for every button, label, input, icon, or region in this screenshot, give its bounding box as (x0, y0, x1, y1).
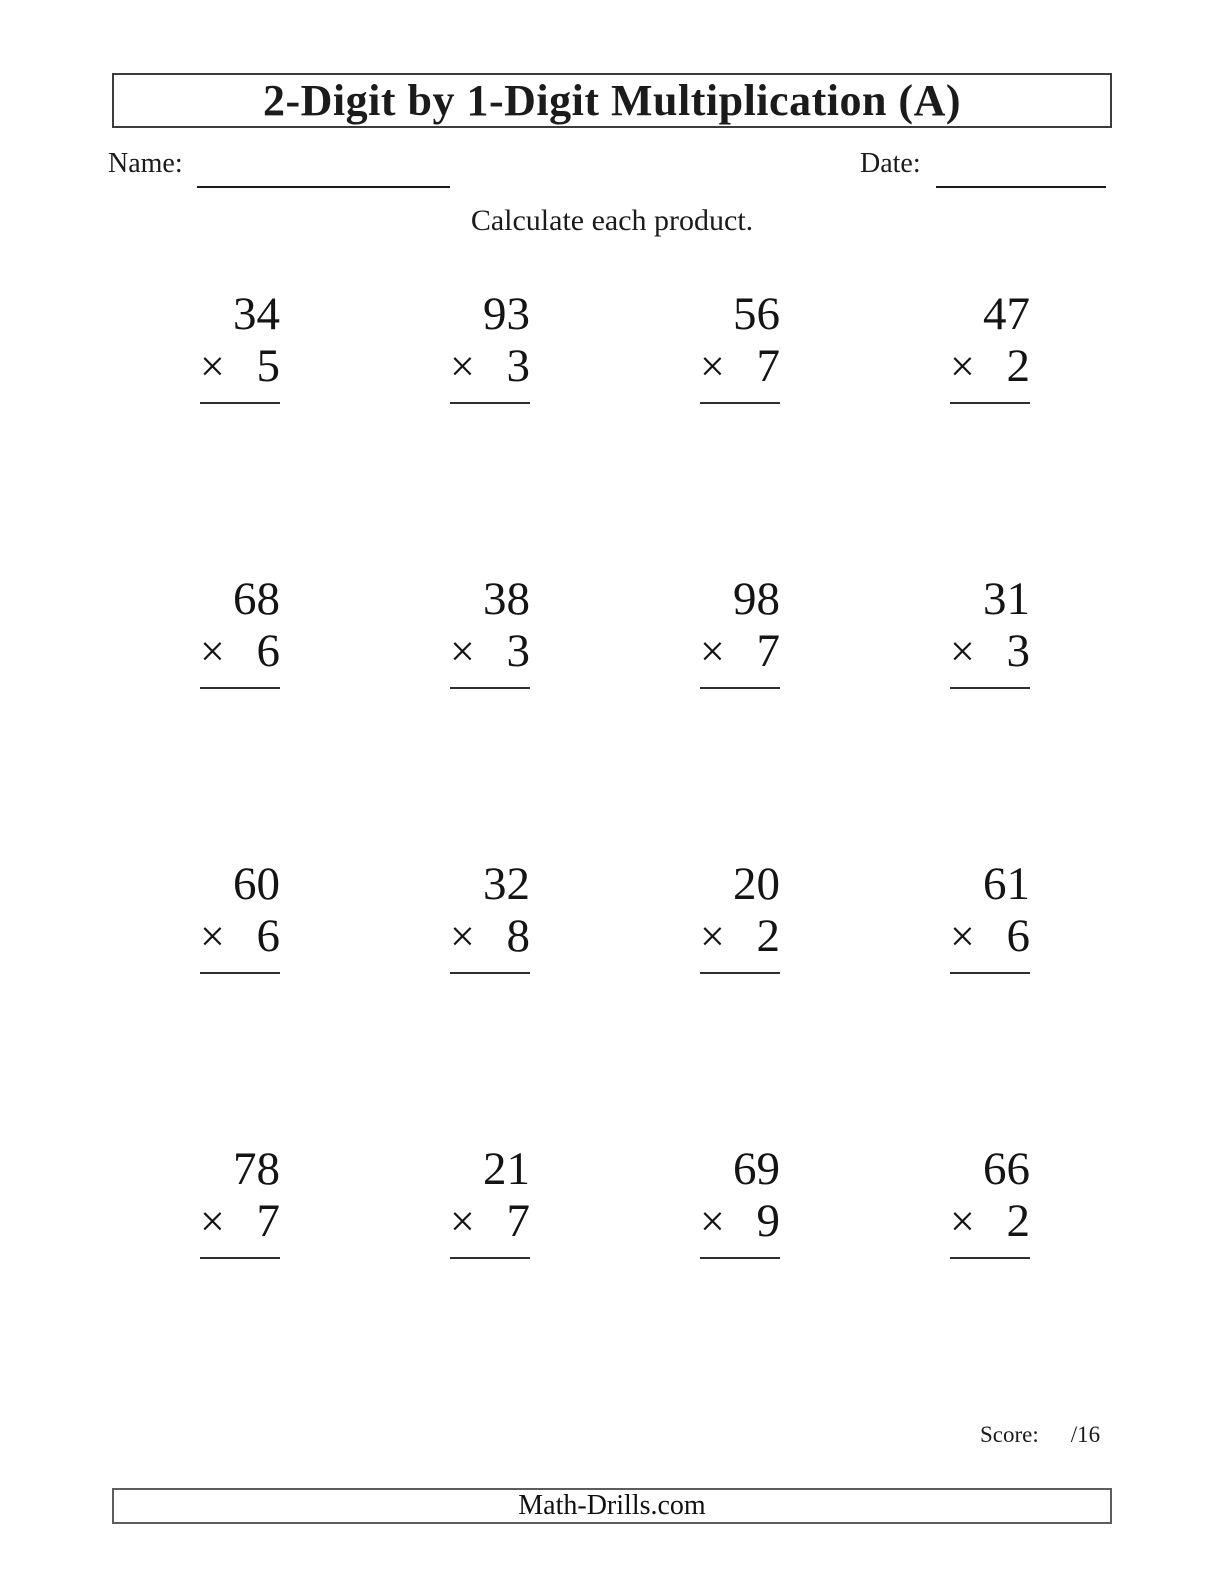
problems-grid (110, 288, 1110, 1428)
multiplication-problem (200, 858, 280, 1143)
multiplier: 2 (756, 910, 780, 962)
times-icon: × (950, 912, 975, 961)
multiplier: 2 (1006, 1195, 1030, 1247)
multiplication-problem (700, 288, 780, 573)
multiplicand: 38 (483, 573, 530, 625)
multiplier-row (450, 625, 530, 689)
multiplier: 7 (506, 1195, 530, 1247)
multiplicand: 61 (983, 858, 1030, 910)
multiplication-problem (200, 573, 280, 858)
multiplicand: 32 (483, 858, 530, 910)
multiplicand: 68 (233, 573, 280, 625)
multiplier: 6 (256, 910, 280, 962)
multiplier-row (700, 910, 780, 974)
multiplier-row (700, 340, 780, 404)
date-fill-line (936, 186, 1106, 188)
times-icon: × (450, 1197, 475, 1246)
multiplier-row (200, 340, 280, 404)
multiplier: 9 (756, 1195, 780, 1247)
multiplication-problem (450, 573, 530, 858)
multiplicand: 31 (983, 573, 1030, 625)
multiplicand: 34 (233, 288, 280, 340)
times-icon: × (950, 342, 975, 391)
multiplier: 5 (256, 340, 280, 392)
times-icon: × (200, 342, 225, 391)
footer-box (112, 1488, 1112, 1524)
times-icon: × (950, 627, 975, 676)
multiplication-problem (450, 288, 530, 573)
multiplier-row (950, 340, 1030, 404)
multiplicand: 20 (733, 858, 780, 910)
footer-brand: Math-Drills.com (518, 1490, 706, 1521)
multiplication-problem (950, 288, 1030, 573)
multiplication-problem (700, 573, 780, 858)
multiplicand: 21 (483, 1143, 530, 1195)
multiplicand: 93 (483, 288, 530, 340)
multiplier: 3 (506, 625, 530, 677)
multiplier-row (950, 625, 1030, 689)
score-value: /16 (1070, 1422, 1101, 1447)
multiplicand: 69 (733, 1143, 780, 1195)
multiplicand: 47 (983, 288, 1030, 340)
multiplicand: 60 (233, 858, 280, 910)
instruction-text: Calculate each product. (470, 204, 754, 237)
times-icon: × (700, 627, 725, 676)
multiplier: 8 (506, 910, 530, 962)
page-title: 2-Digit by 1-Digit Multiplication (A) (262, 76, 961, 125)
multiplier-row (700, 1195, 780, 1259)
times-icon: × (450, 342, 475, 391)
multiplier-row (700, 625, 780, 689)
multiplication-problem (700, 858, 780, 1143)
score-row (980, 1422, 1100, 1448)
multiplication-problem (200, 288, 280, 573)
multiplier: 7 (256, 1195, 280, 1247)
times-icon: × (700, 912, 725, 961)
title-box (112, 73, 1112, 128)
times-icon: × (200, 627, 225, 676)
multiplication-problem (950, 1143, 1030, 1428)
times-icon: × (450, 912, 475, 961)
multiplicand: 56 (733, 288, 780, 340)
multiplier-row (450, 1195, 530, 1259)
date-label: Date: (860, 148, 921, 179)
multiplier-row (950, 1195, 1030, 1259)
times-icon: × (200, 912, 225, 961)
multiplier: 7 (756, 625, 780, 677)
multiplier-row (200, 1195, 280, 1259)
multiplication-problem (950, 858, 1030, 1143)
multiplier: 2 (1006, 340, 1030, 392)
multiplier: 7 (756, 340, 780, 392)
multiplicand: 66 (983, 1143, 1030, 1195)
multiplier: 6 (1006, 910, 1030, 962)
times-icon: × (450, 627, 475, 676)
multiplication-problem (200, 1143, 280, 1428)
name-label: Name: (108, 148, 183, 179)
multiplicand: 98 (733, 573, 780, 625)
multiplication-problem (950, 573, 1030, 858)
multiplier: 3 (1006, 625, 1030, 677)
multiplier-row (200, 910, 280, 974)
times-icon: × (700, 342, 725, 391)
times-icon: × (950, 1197, 975, 1246)
score-label: Score: (980, 1422, 1039, 1447)
multiplicand: 78 (233, 1143, 280, 1195)
multiplier-row (200, 625, 280, 689)
times-icon: × (200, 1197, 225, 1246)
multiplier: 3 (506, 340, 530, 392)
multiplication-problem (700, 1143, 780, 1428)
times-icon: × (700, 1197, 725, 1246)
multiplier-row (950, 910, 1030, 974)
multiplication-problem (450, 858, 530, 1143)
multiplier-row (450, 910, 530, 974)
multiplier-row (450, 340, 530, 404)
multiplier: 6 (256, 625, 280, 677)
name-fill-line (197, 186, 450, 188)
multiplication-problem (450, 1143, 530, 1428)
